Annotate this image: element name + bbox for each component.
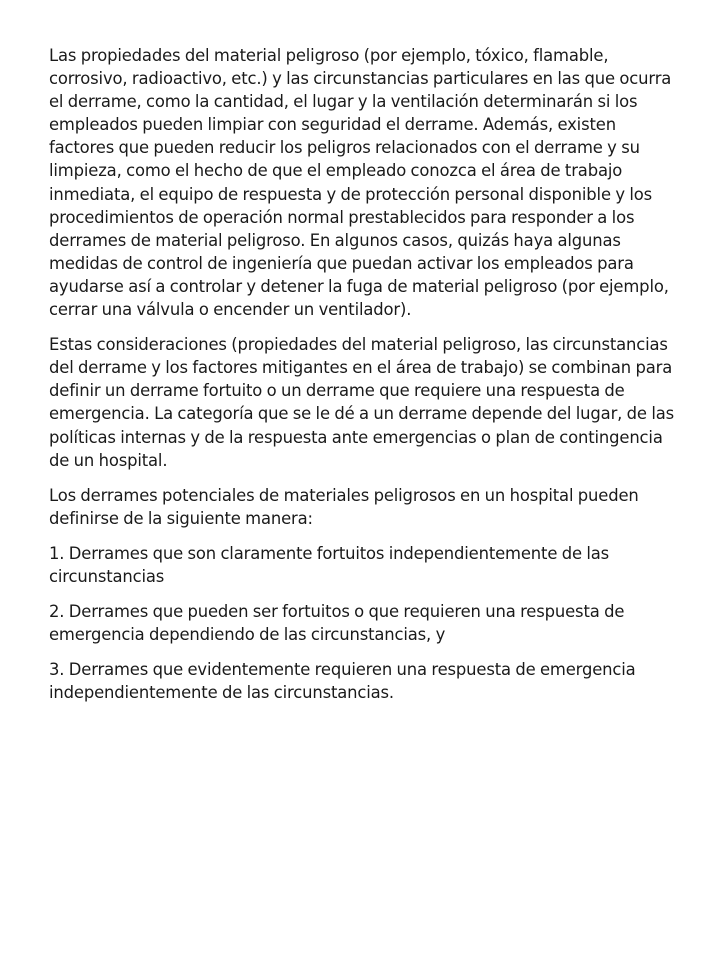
paragraph-considerations: Estas consideraciones (propiedades del material peligroso, las circunstancias del derrame y los factores mitigantes en el área de trabajo) se combinan para definir un derrame fortuito o un derrame que requiere una respuesta de emergencia. La categoría que se le dé a un derrame depende del lugar, de las políticas internas y de la respuesta ante emergencias o plan de contingencia de un hospital. (49, 335, 675, 470)
paragraph-material-properties: Las propiedades del material peligroso (por ejemplo, tóxico, flamable, corrosivo, radioactivo, etc.) y las circunstancias particulares en las que ocurra el derrame, como la cantidad, el lugar y la ventilación determinarán si los empleados pueden limpiar con seguridad el derrame. Además, existen factores que pueden reducir los peligros relacionados con el derrame y su limpieza, como el hecho de que el empleado conozca el área de trabajo inmediata, el equipo de respuesta y de protección personal disponible y los procedimientos de operación normal prestablecidos para responder a los derrames de material peligroso. En algunos casos, quizás haya algunas medidas de control de ingeniería que puedan activar los empleados para ayudarse así a controlar y detener la fuga de material peligroso (por ejemplo, cerrar una válvula o encender un ventilador). (49, 46, 672, 320)
list-item-conditional-spills: 2. Derrames que pueden ser fortuitos o que requieren una respuesta de emergencia dependiendo de las circunstancias, y (49, 602, 625, 645)
list-item-incidental-spills: 1. Derrames que son claramente fortuitos independientemente de las circunstancias (49, 543, 610, 586)
document-body (49, 44, 674, 716)
paragraph-spill-definitions: Los derrames potenciales de materiales peligrosos en un hospital pueden definirse de la siguiente manera: (49, 485, 639, 528)
list-item-emergency-spills: 3. Derrames que evidentemente requieren una respuesta de emergencia independientemente de las circunstancias. (49, 660, 636, 703)
